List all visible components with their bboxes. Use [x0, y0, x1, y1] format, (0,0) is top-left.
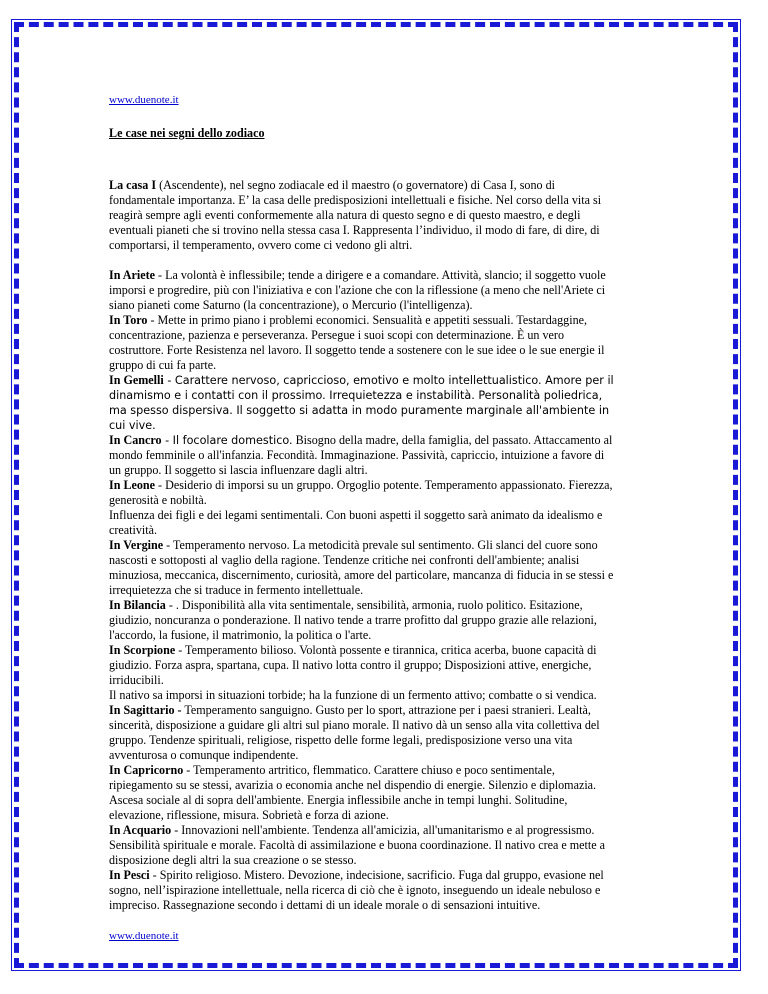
sign-cancro	[109, 433, 619, 478]
sign-name: In Vergine	[109, 538, 164, 552]
sign-name: In Acquario	[109, 823, 172, 837]
document-title: Le case nei segni dello zodiaco	[109, 126, 265, 140]
sign-name: In Ariete	[109, 268, 156, 282]
sign-name: In Gemelli	[109, 373, 164, 387]
sign-text: - Carattere nervoso, capriccioso, emotivo e molto intellettualistico. Amore per il dinamismo e i contatti con il prossimo. Irrequietezza e instabilità. Personalità poliedrica, ma spesso dispersiva. Il soggetto si adatta in modo puramente marginale all'ambiente in cui vive.	[109, 374, 614, 432]
signs-list	[109, 268, 619, 913]
document-body	[109, 92, 619, 944]
sign-sagittario	[109, 703, 619, 763]
sign-text-cont: Bisogno della madre, della famiglia, del passato. Attaccamento al mondo femminile o all'infanzia. Fecondità. Immaginazione. Passività, capriccio, intuizione a favore di un gruppo. Il soggetto si lascia influenzare dagli altri.	[109, 433, 613, 477]
sign-text: - Spirito religioso. Mistero. Devozione, indecisione, sacrificio. Fuga dal gruppo, evasione nel sogno, nell’ispirazione intellettuale, nella ricerca di ciò che è ignoto, inseguendo un ideale nebuloso e impreciso. Rassegnazione secondo i dettami di un ideale morale o di sensazioni intuitive.	[109, 868, 604, 912]
sign-text: - Il focolare domestico.	[161, 434, 293, 447]
sign-text: - Mette in primo piano i problemi economici. Sensualità e appetiti sessuali. Testardaggine, concentrazione, pazienza e perseveranza. Persegue i suoi scopi con determinazione. È un vero costruttore. Forte Resistenza nel lavoro. Il soggetto tende a sostenere con le sue idee o le sue energie il gruppo di cui fa parte.	[109, 313, 605, 372]
sign-bilancia	[109, 598, 619, 643]
intro-text: (Ascendente), nel segno zodiacale ed il maestro (o governatore) di Casa I, sono di fondamentale importanza. E’ la casa delle predisposizioni intellettuali e fisiche. Nel corso della vita si reagirà sempre agli eventi conformemente alla natura di questo segno e di questo maestro, e degli eventuali pianeti che si trovino nella stessa casa I. Rappresenta l’individuo, il modo di fare, di dire, di comportarsi, il temperamento, ovvero come ci vedono gli altri.	[109, 178, 602, 252]
sign-text-cont: Influenza dei figli e dei legami sentimentali. Con buoni aspetti il soggetto sarà animato da idealismo e creatività.	[109, 508, 603, 537]
sign-capricorno	[109, 763, 619, 823]
sign-text: - Innovazioni nell'ambiente. Tendenza all'amicizia, all'umanitarismo e al progressismo. Sensibilità spirituale e morale. Facoltà di assimilazione e buona coordinazione. Il nativo crea e mette a disposizione degli altri la sua creazione o se stesso.	[109, 823, 606, 867]
sign-text: - Temperamento artritico, flemmatico. Carattere chiuso e poco sentimentale, ripiegamento su se stessi, avarizia o economia anche nel dispendio di energie. Silenzio e diplomazia. Ascesa sociale al di sopra dell'ambiente. Energia inflessibile anche in tempi lunghi. Solitudine, elevazione, riflessione, misura. Sobrietà e forza di azione.	[109, 763, 597, 822]
sign-text: - Temperamento bilioso. Volontà possente e tirannica, critica acerba, buone capacità di giudizio. Forza aspra, spartana, cupa. Il nativo lotta contro il gruppo; Disposizioni attive, energiche, irriducibili.	[109, 643, 597, 687]
intro-heading: La casa I	[109, 178, 157, 192]
sign-text-cont: Il nativo sa imporsi in situazioni torbide; ha la funzione di un fermento attivo; combatte o si vendica.	[109, 688, 597, 702]
sign-leone	[109, 478, 619, 508]
sign-pesci	[109, 868, 619, 913]
sign-name: In Bilancia	[109, 598, 166, 612]
sign-name: In Capricorno	[109, 763, 184, 777]
sign-text: - Desiderio di imporsi su un gruppo. Orgoglio potente. Temperamento appassionato. Fierezza, generosità e nobiltà.	[109, 478, 613, 507]
sign-text: - La volontà è inflessibile; tende a dirigere e a comandare. Attività, slancio; il soggetto vuole imporsi e progredire, più con l'iniziativa e con l'azione che con la riflessione (a meno che nell'Ariete ci siano pianeti come Saturno (la concentrazione), o Mercurio (l'intelligenza).	[109, 268, 606, 312]
sign-text: - Temperamento nervoso. La metodicità prevale sul sentimento. Gli slanci del cuore sono nascosti e sottoposti al vaglio della ragione. Tendenze critiche nei confronti dell'ambiente; analisi minuziosa, meccanica, discernimento, curiosità, amore del particolare, mancanza di fiducia in se stessi e irrequietezza che si traduce in fermento intellettuale.	[109, 538, 614, 597]
sign-name: In Pesci	[109, 868, 150, 882]
intro-paragraph	[109, 178, 619, 253]
sign-gemelli	[109, 373, 619, 433]
site-link-bottom[interactable]: www.duenote.it	[109, 930, 179, 942]
sign-text: - . Disponibilità alla vita sentimentale, sensibilità, armonia, ruolo politico. Esitazione, giudizio, noncuranza o ponderazione. Il nativo tende a trarre profitto dal gruppo grazie alle relazioni, l'accordo, la fusione, il matrimonio, la politica o l'arte.	[109, 598, 597, 642]
sign-toro	[109, 313, 619, 373]
sign-name: In Leone	[109, 478, 156, 492]
sign-ariete	[109, 268, 619, 313]
sign-name: In Toro	[109, 313, 148, 327]
sign-leone-cont	[109, 508, 619, 538]
sign-scorpione	[109, 643, 619, 688]
sign-acquario	[109, 823, 619, 868]
sign-name: In Scorpione	[109, 643, 176, 657]
sign-vergine	[109, 538, 619, 598]
sign-name: In Sagittario -	[109, 703, 182, 717]
sign-name: In Cancro	[109, 433, 162, 447]
sign-scorpione-cont	[109, 688, 619, 703]
sign-text: Temperamento sanguigno. Gusto per lo sport, attrazione per i paesi stranieri. Lealtà, sincerità, disposizione a guidare gli altri sul piano morale. Il nativo dà un senso alla vita collettiva del gruppo. Tendenze spirituali, religiose, rispetto delle forme legali, predisposizione verso una vita avventurosa o comunque indipendente.	[109, 703, 600, 762]
site-link-top[interactable]: www.duenote.it	[109, 94, 179, 106]
